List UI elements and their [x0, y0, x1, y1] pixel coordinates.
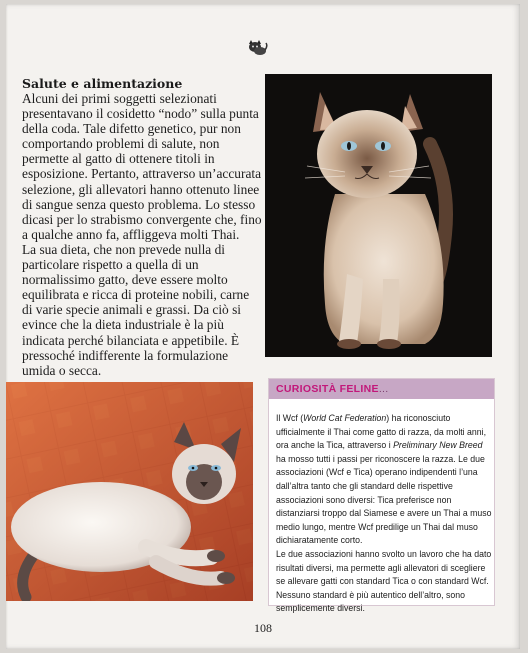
- box-title-text: CURIOSITÀ FELINE: [276, 383, 379, 395]
- article-heading: Salute e alimentazione: [22, 76, 183, 91]
- box-paragraph: [276, 412, 492, 548]
- box-paragraph: Le due associazioni hanno svolto un lavoro che ha dato risultati diversi, ma permette agli allevatori di scegliere se allevare gatti con standard Tica o con standard Wcf. Nessuno standard è più autentico dell’altro, sono semplicemente diversi.: [276, 548, 492, 614]
- article-paragraph: La sua dieta, che non prevede nulla di particolare rispetto a quella di un normalissimo gatto, deve essere molto equilibrata e ricca di proteine nobili, carne di varie specie animali e grassi. Da ciò si evince che la dieta industriale è la più indicata perché bilanciata e appetibile. È pressoché indifferente la formulazione umida o secca.: [22, 241, 250, 378]
- article-paragraph: Alcuni dei primi soggetti selezionati presentavano il cosidetto “nodo” sulla punta della coda. Tale difetto genetico, pur non comportando problemi di salute, non permette al gatto di ottenere titoli in esposizione. Pertanto, attraverso un’accurata selezione, gli allevatori hanno ottenuto linee di sangue senza questo problema. Lo stesso dicasi per lo strabismo convergente che, fino a qualche anno fa, affliggeva molti Thai.: [22, 91, 262, 242]
- box-text-italic: Preliminary New Breed: [393, 440, 483, 451]
- box-header: [269, 379, 494, 399]
- curiosita-feline-box: [268, 378, 495, 614]
- box-text-span: Il Wcf (: [276, 413, 304, 423]
- article-body: [22, 91, 262, 378]
- magazine-page: [6, 4, 520, 649]
- lying-cat-illustration: [6, 382, 253, 601]
- lying-cat-photo: [6, 382, 253, 601]
- box-title-dots: ...: [378, 383, 389, 395]
- sitting-cat-photo: [265, 74, 492, 357]
- box-text-span: ha mosso tutti i passi per riconoscere la razza. Le due associazioni (Wcf e Tica) operano indipendenti l’una dall’altra tanto che gli standard delle rispettive associazioni sono diversi: Tica preferisce non distanziarsi troppo dal Siamese e avere un Thai a muso medio lungo, mentre Wcf predilige un Thai dal muso dichiaratamente corto.: [276, 453, 492, 546]
- box-text-italic: World Cat Federation: [303, 413, 387, 423]
- page-number: 108: [254, 621, 272, 635]
- box-text-span: ) ha riconosciuto ufficialmente il Thai come gatto di razza, da molti anni, ora anche la Tica, attraverso i: [276, 413, 487, 451]
- box-body: [276, 412, 492, 616]
- sitting-cat-illustration: [265, 74, 492, 357]
- cat-logo-icon: [246, 38, 268, 56]
- box-title: [276, 383, 388, 395]
